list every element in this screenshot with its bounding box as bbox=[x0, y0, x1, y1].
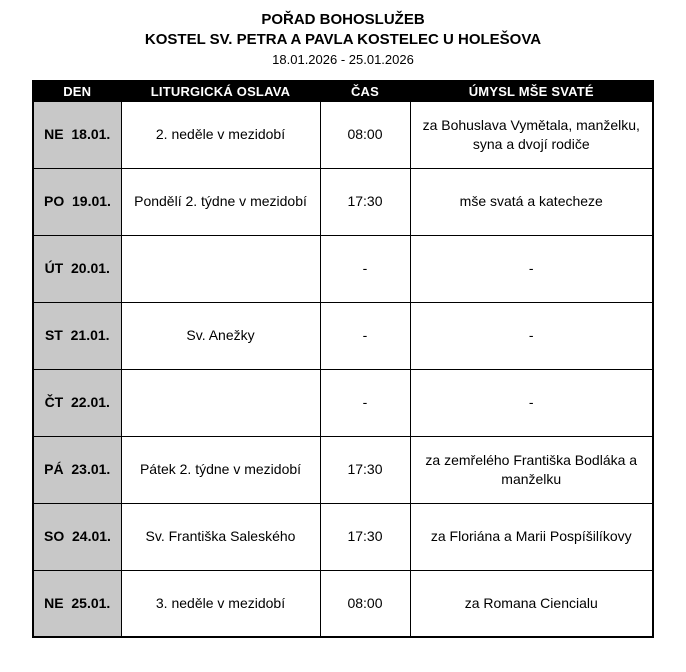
day-cell: NE 25.01. bbox=[33, 570, 121, 637]
intention-cell: za Romana Ciencialu bbox=[410, 570, 653, 637]
document-header bbox=[0, 0, 686, 69]
celebration-cell: Sv. Anežky bbox=[121, 302, 320, 369]
table-row bbox=[33, 503, 653, 570]
day-cell: ÚT 20.01. bbox=[33, 235, 121, 302]
intention-cell: za Bohuslava Vymětala, manželku, syna a dvojí rodiče bbox=[410, 101, 653, 168]
intention-cell: - bbox=[410, 235, 653, 302]
intention-cell: mše svatá a katecheze bbox=[410, 168, 653, 235]
celebration-cell: Pondělí 2. týdne v mezidobí bbox=[121, 168, 320, 235]
day-cell: ST 21.01. bbox=[33, 302, 121, 369]
column-header-den: DEN bbox=[33, 81, 121, 101]
schedule-table bbox=[32, 80, 654, 638]
column-header-liturgicka-oslava: LITURGICKÁ OSLAVA bbox=[121, 81, 320, 101]
celebration-cell bbox=[121, 235, 320, 302]
day-cell: ČT 22.01. bbox=[33, 369, 121, 436]
document-title: POŘAD BOHOSLUŽEB bbox=[261, 11, 425, 28]
table-row bbox=[33, 369, 653, 436]
celebration-cell: 2. neděle v mezidobí bbox=[121, 101, 320, 168]
celebration-cell: 3. neděle v mezidobí bbox=[121, 570, 320, 637]
table-row bbox=[33, 168, 653, 235]
time-cell: 08:00 bbox=[320, 570, 410, 637]
table-row bbox=[33, 235, 653, 302]
time-cell: - bbox=[320, 369, 410, 436]
church-name: KOSTEL SV. PETRA A PAVLA KOSTELEC U HOLEŠOVA bbox=[144, 31, 542, 48]
time-cell: 17:30 bbox=[320, 503, 410, 570]
time-cell: - bbox=[320, 235, 410, 302]
celebration-cell: Pátek 2. týdne v mezidobí bbox=[121, 436, 320, 503]
day-cell: NE 18.01. bbox=[33, 101, 121, 168]
intention-cell: - bbox=[410, 302, 653, 369]
time-cell: 08:00 bbox=[320, 101, 410, 168]
day-cell: PO 19.01. bbox=[33, 168, 121, 235]
column-header-umysl: ÚMYSL MŠE SVATÉ bbox=[410, 81, 653, 101]
time-cell: - bbox=[320, 302, 410, 369]
day-cell: SO 24.01. bbox=[33, 503, 121, 570]
intention-cell: za zemřelého Františka Bodláka a manželku bbox=[410, 436, 653, 503]
celebration-cell: Sv. Františka Saleského bbox=[121, 503, 320, 570]
table-header-row bbox=[33, 81, 653, 101]
table-row bbox=[33, 101, 653, 168]
time-cell: 17:30 bbox=[320, 436, 410, 503]
time-cell: 17:30 bbox=[320, 168, 410, 235]
table-row bbox=[33, 436, 653, 503]
column-header-cas: ČAS bbox=[320, 81, 410, 101]
celebration-cell bbox=[121, 369, 320, 436]
table-row bbox=[33, 302, 653, 369]
date-range: 18.01.2026 - 25.01.2026 bbox=[272, 52, 414, 67]
intention-cell: za Floriána a Marii Pospíšilíkovy bbox=[410, 503, 653, 570]
table-row bbox=[33, 570, 653, 637]
intention-cell: - bbox=[410, 369, 653, 436]
day-cell: PÁ 23.01. bbox=[33, 436, 121, 503]
